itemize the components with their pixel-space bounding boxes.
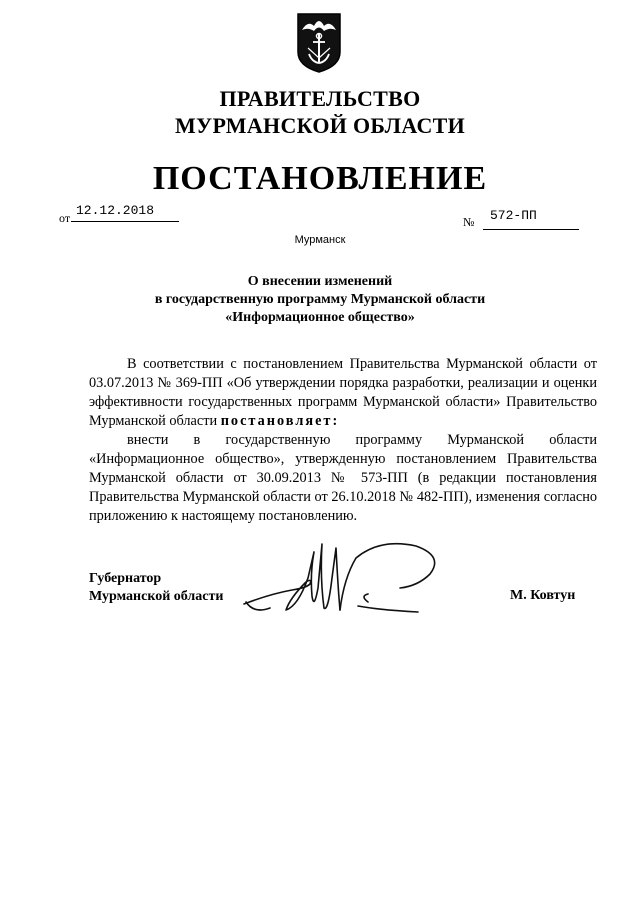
body-paragraph-1-text: В соответствии с постановлением Правительства Мурманской области от 03.07.2013 № 369-ПП «Об утверждении порядка разработки, реализации и оценки эффективности государственных программ Мурманской области» Правительство Мурманской области — [89, 356, 597, 429]
body-paragraph-1 — [89, 355, 597, 431]
number-prefix: № — [463, 215, 475, 229]
signatory-name: М. Ковтун — [510, 588, 576, 603]
number-underline — [483, 229, 579, 230]
government-title-line2: МУРМАНСКОЙ ОБЛАСТИ — [174, 113, 466, 138]
date-prefix: от — [59, 211, 71, 225]
decree-keyword: постановляет: — [220, 413, 340, 429]
document-type-title: ПОСТАНОВЛЕНИЕ — [152, 160, 488, 197]
government-title-line1: ПРАВИТЕЛЬСТВО — [219, 86, 421, 111]
city-label: Мурманск — [294, 234, 346, 246]
subject-line3: «Информационное общество» — [225, 310, 415, 325]
document-date: 12.12.2018 — [76, 203, 155, 218]
body-paragraph-2: внести в государственную программу Мурманской области «Информационное общество», утвержденную постановлением Правительства Мурманской области от 30.09.2013 № 573-ПП (в редакции постановления Правительства Мурманской области от 26.10.2018 № 482-ПП), изменения согласно приложению к настоящему постановлению. — [89, 432, 597, 524]
date-underline — [71, 221, 179, 222]
signatory-position-line1: Губернатор — [89, 571, 162, 586]
subject-line2: в государственную программу Мурманской области — [154, 292, 486, 307]
subject-line1: О внесении изменений — [247, 274, 393, 289]
coat-of-arms-icon — [296, 12, 342, 74]
signatory-position-line2: Мурманской области — [89, 589, 224, 604]
document-number: 572-ПП — [490, 208, 537, 223]
signature-icon — [240, 538, 445, 620]
